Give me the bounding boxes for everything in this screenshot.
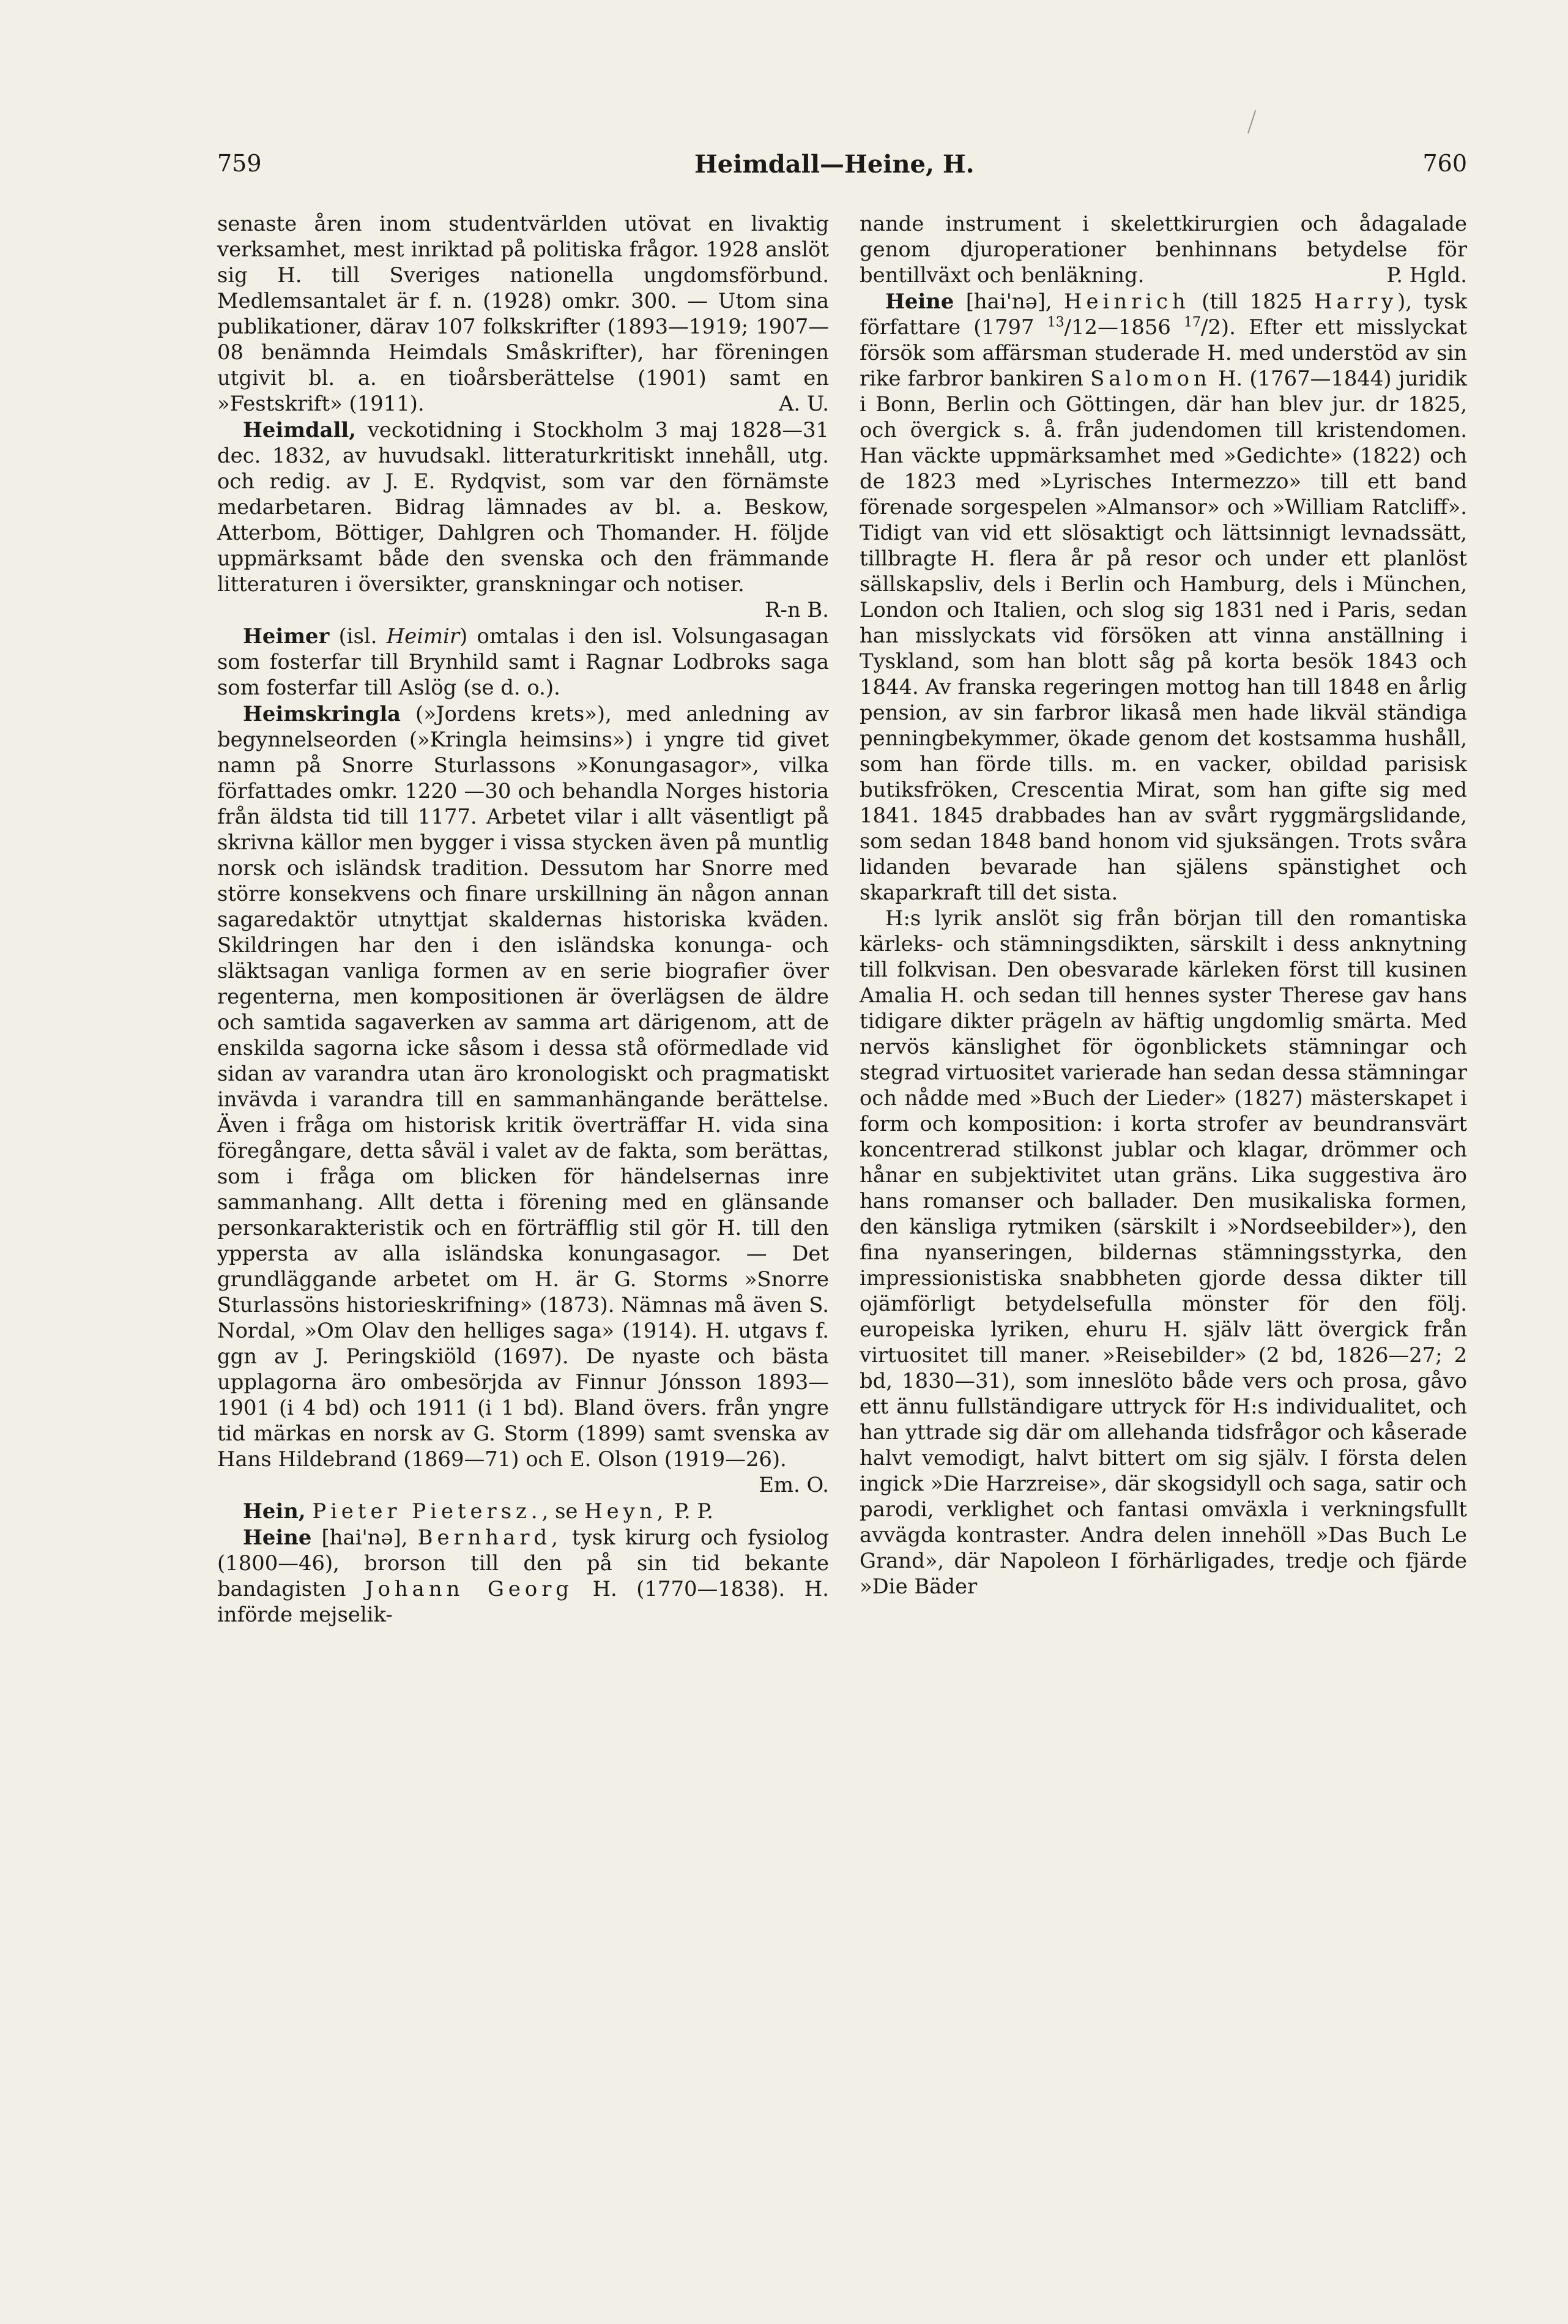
entry-text: H. (1770—1838). H. införde mejselik-	[217, 1577, 829, 1626]
entry-text: /12—1856	[1064, 315, 1171, 339]
entry-spaced-name: Harry	[1314, 289, 1398, 313]
entry-heine-heinrich	[860, 288, 1467, 906]
entry-text: ), tysk författare (1797	[860, 289, 1467, 339]
author-signature: A. U.	[778, 392, 829, 415]
entry-text: , se	[541, 1499, 578, 1523]
page-number-right: 760	[1422, 150, 1467, 177]
entry-spaced-name: Heyn,	[584, 1499, 668, 1523]
running-head: Heimdall—Heine, H.	[694, 150, 975, 179]
entry-heine-bernhard	[217, 1524, 829, 1628]
entry-headword: Heimer	[243, 624, 330, 648]
author-signature: R-n B.	[765, 598, 829, 622]
entry-heimdall-newspaper	[217, 417, 829, 623]
entry-headword: Heimskringla	[243, 701, 401, 726]
entry-headword: Heine	[885, 289, 954, 313]
entry-text: H:s lyrik anslöt sig från början till den romantiska kärleks- och stämningsdikten, särskilt i dess anknytning till folkvisan. Den obesvarade kärleken först till kusinen Amalia H. och sedan till hennes syster Therese gav hans tidigare dikter prägeln av häftig ungdomlig smärta. Med nervös känslighet för ögonblickets stämningar och stegrad virtuositet varierade han sedan dessa stämningar och nådde med »Buch der Lieder» (1827) mästerskapet i form och komposition: i korta strofer av beundransvärt koncentrerad stilkonst jublar och klagar, drömmer och hånar en subjektivitet utan gräns. Lika suggestiva äro hans romanser och ballader. Den musikaliska formen, den känsliga rytmiken (särskilt i »Nordseebilder»), den fina nyanseringen, bildernas stämningsstyrka, den impressionistiska snabbheten gjorde dessa dikter till ojämförligt betydelsefulla mönster för den följ. europeiska lyriken, ehuru H. själv lätt övergick från virtuositet till maner. »Reisebilder» (2 bd, 1826—27; 2 bd, 1830—31), som inneslöto både vers och prosa, gåvo ett ännu fullständigare uttryck för H:s individualitet, och han yttrade sig där om allehanda tidsfrågor och kåserade halvt vemodigt, halvt bittert om sig själv. I första delen ingick »Die Harzreise», där skogsidyll och saga, satir och parodi, verklighet och fantasi omväxla i verkningsfullt avvägda kontraster. Andra delen innehöll »Das Buch Le Grand», där Napoleon I förhärligades, tredje och fjärde »Die Bäder	[860, 906, 1467, 1598]
entry-text: senaste åren inom studentvärlden utövat en livaktig verksamhet, mest inriktad på politiska frågor. 1928 anslöt sig H. till Sveriges nationella ungdomsförbund. Medlemsantalet är f. n. (1928) omkr. 300. — Utom sina publikationer, därav 107 folkskrifter (1893—1919; 1907—08 benämnda Heimdals Småskrifter), har föreningen utgivit bl. a. en tioårsberättelse (1901) samt en »Festskrift» (1911).	[217, 212, 829, 415]
entry-text: veckotidning i Stockholm 3 maj 1828—31 dec. 1832, av huvudsakl. litteraturkritiskt innehåll, utg. och redig. av J. E. Rydqvist, som var den förnämste medarbetaren. Bidrag lämnades av bl. a. Beskow, Atterbom, Böttiger, Dahlgren och Thomander. H. följde uppmärksamt både den svenska och den främmande litteraturen i översikter, granskningar och notiser.	[217, 418, 829, 596]
entry-text: /2). Efter ett misslyckat försök som affärsman studerade H. med understöd av sin rike farbror bankiren	[860, 315, 1468, 390]
entry-text: nande instrument i skelettkirurgien och ådagalade genom djuroperationer benhinnans betydelse för bentillväxt och benläkning.	[860, 212, 1467, 287]
page-number-left: 759	[217, 150, 262, 177]
entry-heine-heinrich-lyrics	[860, 906, 1467, 1600]
entry-spaced-name: Bernhard,	[417, 1525, 562, 1549]
entry-text: (»Jordens krets»), med anledning av begynnelseorden (»Kringla heimsins») i yngre tid givet namn på Snorre Sturlassons »Konungasagor», vilka författades omkr. 1220 —30 och behandla Norges historia från äldsta tid till 1177. Arbetet vilar i allt väsentligt på skrivna källor men bygger i vissa stycken även på muntlig norsk och isländsk tradition. Dessutom har Snorre med större konsekvens och finare urskillning än någon annan sagaredaktör utnyttjat skaldernas historiska kväden. Skildringen har den i den isländska konunga- och släktsagan vanliga formen av en serie biografier över regenterna, men kompositionen är överlägsen de äldre och samtida sagaverken av samma art därigenom, att de enskilda sagorna icke såsom i dessa stå oförmedlade vid sidan av varandra utan äro kronologiskt och pragmatiskt invävda i varandra till en sammanhängande berättelse. Även i fråga om historisk kritik överträffar H. vida sina föregångare, detta såväl i valet av de fakta, som berättas, som i fråga om blicken för händelsernas inre sammanhang. Allt detta i förening med en glänsande personkarakteristik och en förträfflig stil gör H. till den yppersta av alla isländska konungasagor. — Det grundläggande arbetet om H. är G. Storms »Snorre Sturlassöns historieskrifning» (1873). Nämnas må även S. Nordal, »Om Olav den helliges saga» (1914). H. utgavs f. ggn av J. Peringskiöld (1697). De nyaste och bästa upplagorna äro ombesörjda av Finnur Jónsson 1893—1901 (i 4 bd) och 1911 (i 1 bd). Bland övers. från yngre tid märkas en norsk av G. Storm (1899) samt svenska av Hans Hildebrand (1869—71) och E. Olson (1919—26).	[217, 702, 829, 1471]
entry-italic: Heimir	[386, 624, 460, 648]
entry-text: (till 1825	[1202, 289, 1302, 313]
superscript: 13	[1047, 315, 1065, 330]
entry-headword: Hein,	[243, 1499, 306, 1523]
entry-heimdal-society-continued	[217, 211, 829, 417]
page-header	[217, 150, 1467, 187]
entry-heimer	[217, 623, 829, 701]
entry-headword: Heine	[243, 1525, 312, 1549]
pronunciation: [hai'nə],	[965, 289, 1052, 313]
entry-spaced-name: Heinrich	[1064, 289, 1190, 313]
entry-text: (isl.	[338, 624, 377, 648]
author-signature: Em. O.	[759, 1473, 829, 1497]
entry-heimskringla	[217, 701, 829, 1498]
entry-hein	[217, 1498, 829, 1524]
left-column	[217, 211, 829, 1628]
entry-text: tysk kirurg och fysiolog (1800—46), brorson till den på sin tid bekante bandagisten	[217, 1525, 830, 1601]
entry-headword: Heimdall,	[243, 417, 357, 442]
pronunciation: [hai'nə],	[321, 1525, 408, 1549]
entry-text: ) omtalas i den isl. Volsungasagan som fosterfar till Brynhild samt i Ragnar Lodbroks saga som fosterfar till Aslög (se d. o.).	[217, 624, 829, 699]
entry-spaced-name: Pieter Pietersz.	[312, 1499, 542, 1523]
entry-text: H. (1767—1844) juridik i Bonn, Berlin och Göttingen, där han blev jur. dr 1825, och övergick s. å. från judendomen till kristendomen. Han väckte uppmärksamhet med »Gedichte» (1822) och de 1823 med »Lyrisches Intermezzo» till ett band förenade sorgespelen »Almansor» och »William Ratcliff». Tidigt van vid ett slösaktigt och lättsinnigt levnadssätt, tillbragte H. flera år på resor och under ett planlöst sällskapsliv, dels i Berlin och Hamburg, dels i München, London och Italien, och slog sig 1831 ned i Paris, sedan han misslyckats vid försöken att vinna anställning i Tyskland, som han blott såg på korta besök 1843 och 1844. Av franska regeringen mottog han till 1848 en årlig pension, av sin farbror likaså men hade likväl ständiga penningbekymmer, ökade genom det kostsamma hushåll, som han förde tills. m. en vacker, obildad parisisk butiksfröken, Crescentia Mirat, som han gifte sig med 1841. 1845 drabbades han av svårt ryggmärgslidande, som sedan 1848 band honom vid sjuksängen. Trots svåra lidanden bevarade han själens spänstighet och skaparkraft till det sista.	[860, 367, 1467, 904]
entry-text: P. P.	[674, 1499, 714, 1523]
superscript: 17	[1184, 315, 1202, 330]
entry-spaced-name: Johann Georg	[365, 1577, 574, 1601]
scan-artifact	[1247, 110, 1260, 135]
author-signature: P. Hgld.	[1386, 263, 1467, 287]
right-column	[860, 211, 1467, 1600]
entry-spaced-name: Salomon	[1090, 367, 1211, 390]
entry-heine-bernhard-continued	[860, 211, 1467, 288]
